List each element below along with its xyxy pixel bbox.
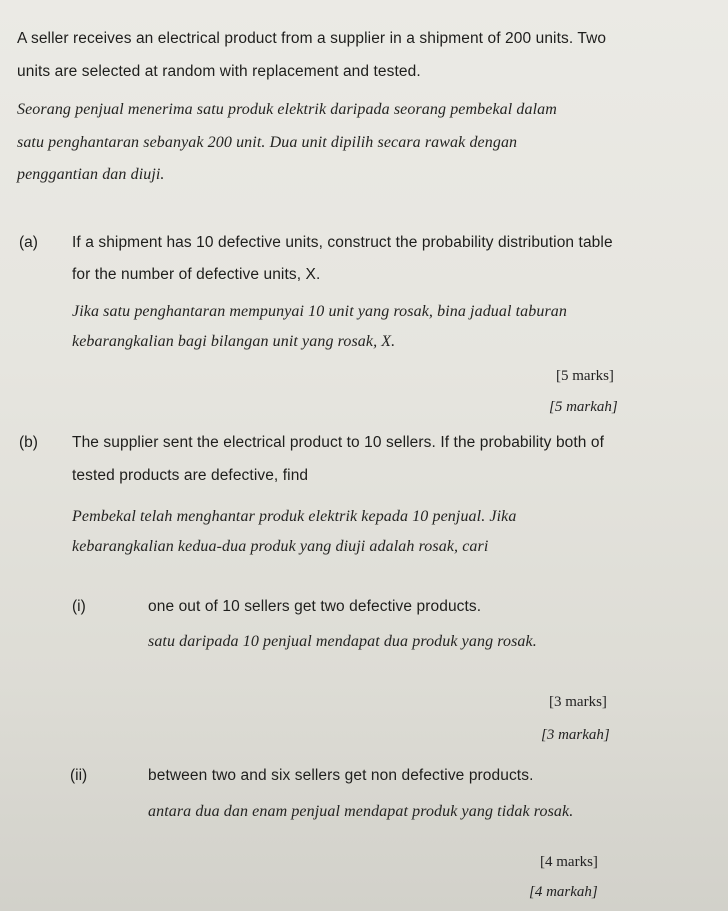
part-b-ii-label: (ii) [70,767,88,784]
part-b-i-label: (i) [72,598,86,615]
part-a-malay-line-2: kebarangkalian bagi bilangan unit yang rosak, X. [72,333,396,350]
part-b-i-malay: satu daripada 10 penjual mendapat dua produk yang rosak. [148,633,537,650]
part-b-malay-line-1: Pembekal telah menghantar produk elektrik kepada 10 penjual. Jika [72,508,517,525]
part-b-ii-marks-english: [4 marks] [540,854,598,870]
intro-malay-line-1: Seorang penjual menerima satu produk elektrik daripada seorang pembekal dalam [17,101,557,118]
part-a-english-line-1: If a shipment has 10 defective units, construct the probability distribution table [72,234,613,251]
part-a-malay-line-1: Jika satu penghantaran mempunyai 10 unit yang rosak, bina jadual taburan [72,303,568,320]
part-b-i-marks-malay: [3 markah] [541,727,610,743]
part-b-malay-line-2: kebarangkalian kedua-dua produk yang diuji adalah rosak, cari [72,538,489,555]
intro-english-line-1: A seller receives an electrical product from a supplier in a shipment of 200 units. Two [17,30,607,47]
part-b-english-line-1: The supplier sent the electrical product to 10 sellers. If the probability both of [72,434,605,451]
part-a-label: (a) [19,234,38,251]
part-b-label: (b) [19,434,38,451]
part-a-english-line-2: for the number of defective units, X. [72,266,321,283]
part-a-marks-malay: [5 markah] [549,399,618,415]
part-b-ii-english: between two and six sellers get non defective products. [148,767,534,784]
part-b-english-line-2: tested products are defective, find [72,467,309,484]
part-b-i-english: one out of 10 sellers get two defective products. [148,598,482,615]
part-b-ii-marks-malay: [4 markah] [529,884,598,900]
intro-english-line-2: units are selected at random with replacement and tested. [17,63,421,80]
part-a-marks-english: [5 marks] [556,368,614,384]
part-b-ii-malay: antara dua dan enam penjual mendapat produk yang tidak rosak. [148,803,574,820]
part-b-i-marks-english: [3 marks] [549,694,607,710]
intro-malay-line-3: penggantian dan diuji. [17,166,165,183]
intro-malay-line-2: satu penghantaran sebanyak 200 unit. Dua unit dipilih secara rawak dengan [17,134,518,151]
